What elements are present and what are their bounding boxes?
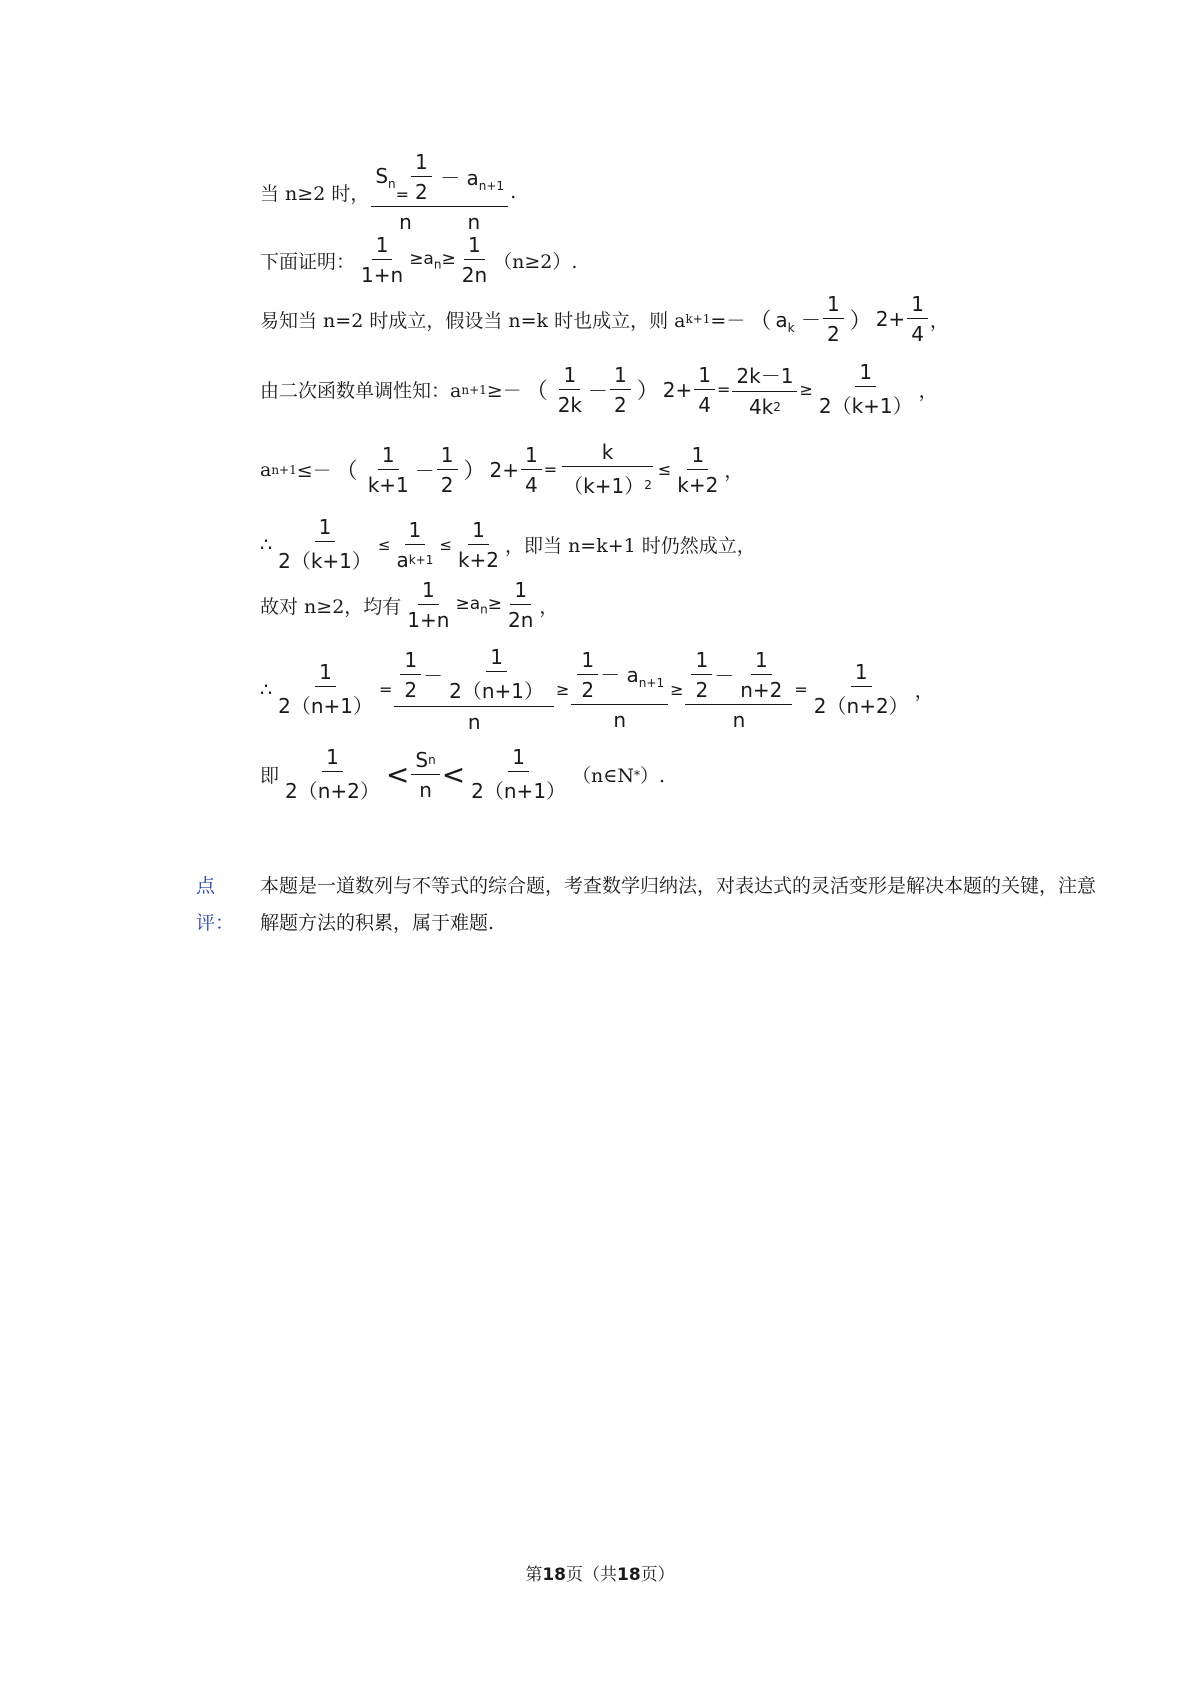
comment-label-2: 评： bbox=[196, 912, 235, 934]
math-line-7: 故对 n≥2，均有 $\frac{1}{1+n}$ $\ge a_n\ge$ $\frac{1}{2n}$ ， bbox=[260, 578, 559, 632]
fraction: $S_n$ = $\frac{1}{2}$ － $a_{n+1}$ n n bbox=[371, 150, 508, 234]
math-line-9: 即 $\frac{1}{2(n+2)}$ < S n n < $\frac{1}{2(n+1)}$ （n∈N * ）. bbox=[260, 745, 666, 803]
page-footer: 第18页（共18页） bbox=[525, 1565, 675, 1585]
math-line-3: 易知当 n=2 时成立，假设当 n=k 时也成立，则 a k+1 =－ （ $a_k$ － $\frac{1}{2}$ ） 2 + $\frac{1}{4}$ ， bbox=[260, 292, 949, 346]
math-line-5: a n+1 ≤－ （ $\frac{1}{k+1}$ － $\frac{1}{2}$ ） 2 + $\frac{1}{4}$ = k （k+1） 2 ≤ $\frac{1}{k+2}$ ， bbox=[260, 440, 744, 498]
math-line-1: 当 n≥2 时， $S_n$ = $\frac{1}{2}$ － $a_{n+1}$ n n . bbox=[260, 150, 517, 234]
math-line-8: ∴ $\frac{1}{2(n+1)}$ = $\frac{1}{2}$ － $\frac{1}{2(n+1)}$ n ≥ $\frac{1}{2}$ － $a_{n+1}$ n ≥ $\frac{1}{2}$ － $\frac{1}{n+2}$ n = $\frac{1}{2(n+2)}$ ， bbox=[260, 645, 934, 734]
comment-text: 本题是一道数列与不等式的综合题，考查数学归纳法，对表达式的灵活变形是解决本题的关键，注意解题方法的积累，属于难题. bbox=[260, 875, 1097, 934]
math-line-6: ∴ $\frac{1}{2(k+1)}$ ≤ 1 a k+1 ≤ $\frac{1}{k+2}$ ，即当 n=k+1 时仍然成立， bbox=[260, 515, 756, 573]
math-line-4: 由二次函数单调性知：a n+1 ≥－ （ $\frac{1}{2k}$ － $\frac{1}{2}$ ） 2 + $\frac{1}{4}$ = 2k－1 4k 2 ≥ $\frac{1}{2(k+1)}$ ， bbox=[260, 360, 938, 419]
comment-label-1: 点 bbox=[196, 875, 216, 897]
math-line-2: 下面证明： $\frac{1}{1+n}$ $\ge a_n\ge$ $\frac{1}{2n}$ （n≥2）. bbox=[260, 233, 578, 287]
